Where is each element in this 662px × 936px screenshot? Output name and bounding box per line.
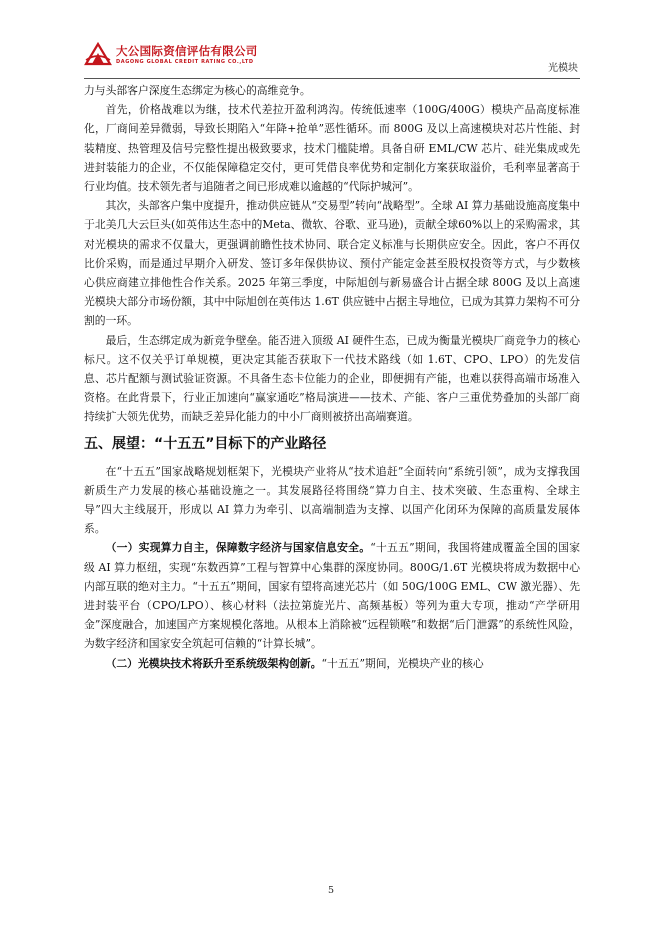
company-name-cn: 大公国际资信评估有限公司 <box>116 44 258 58</box>
paragraph-outlook-intro: 在“十五五”国家战略规划框架下，光模块产业将从“技术追赶”全面转向“系统引领”，成为支撑我国新质生产力发展的核心基础设施之一。其发展路径将围绕“算力自主、技术突破、生态重构、全球主导”四大主线展开，形成以 AI 算力为牵引、以高端制造为支撑、以国产化闭环为保障的高质量发展体系。 <box>84 464 580 536</box>
paragraph-continued: 力与头部客户深度生态绑定为核心的高维竞争。 <box>84 84 311 97</box>
paragraph-text-compute-autonomy: “十五五”期间，我国将建成覆盖全国的国家级 AI 算力枢纽，实现“东数西算”工程与智算中心集群的深度协同。800G/1.6T 光模块将成为数据中心内部互联的绝对主力。“十五五”期间，国家有望将高速光芯片（如 50G/100G EML、CW 激光器）、先进封装平台（CPO/LPO）、核心材料（法拉第旋光片、高频基板）等列为重大专项，推动“产学研用金”深度融合，加速国产方案规模化落地。从根本上消除被“远程锁喉”和数据“后门泄露”的系统性风险，为数字经济和国家安全筑起可信赖的“计算长城”。 <box>84 541 581 651</box>
paragraph-compute-autonomy <box>84 538 580 653</box>
header-topic: 光模块 <box>548 63 578 74</box>
paragraph-text-system-architecture: “十五五”期间，光模块产业的核心 <box>321 656 484 670</box>
page-number: 5 <box>327 885 335 896</box>
paragraph-ecosystem-binding: 最后，生态绑定成为新竞争壁垒。能否进入顶级 AI 硬件生态，已成为衡量光模块厂商竞争力的核心标尺。这不仅关乎订单规模，更决定其能否获取下一代技术路线（如 1.6T、CPO、LPO）的先发信息、芯片配额与测试验证资源。不具备生态卡位能力的企业，即便拥有产能，也难以获得高端市场准入资格。在此背景下，行业正加速向“赢家通吃”格局演进——技术、产能、客户三重优势叠加的头部厂商持续扩大领先优势，而缺乏差异化能力的中小厂商则被挤出高端赛道。 <box>84 333 580 424</box>
document-body <box>84 81 580 673</box>
paragraph-lead-compute-autonomy: （一）实现算力自主，保障数字经济与国家信息安全。 <box>105 541 371 555</box>
page-header <box>84 38 580 79</box>
dagong-logo-icon <box>84 42 112 66</box>
paragraph-price-competition: 首先，价格战难以为继，技术代差拉开盈利鸿沟。传统低速率（100G/400G）模块产品高度标准化，厂商间差异微弱，导致长期陷入“年降+抢单”恶性循环。而 800G 及以上高速模块对芯片性能、封装精度、热管理及信号完整性提出极致要求，技术门槛陡增。具备自研 EML/CW 芯片、硅光集成或先进封装能力的企业，不仅能保障稳定交付，更可凭借良率优势和定制化方案获取溢价，毛利率显著高于行业均值。技术领先者与追随者之间已形成难以逾越的“代际护城河”。 <box>84 103 580 194</box>
section-heading-outlook: 五、展望：“十五五”目标下的产业路径 <box>84 435 327 452</box>
paragraph-system-architecture <box>84 654 580 673</box>
paragraph-customer-concentration: 其次，头部客户集中度提升，推动供应链从“交易型”转向“战略型”。全球 AI 算力基础设施高度集中于北美几大云巨头(如英伟达生态中的Meta、微软、谷歌、亚马逊)，贡献全球60%以上的采购需求，其对光模块的需求不仅量大，更强调前瞻性技术协同、联合定义标准与长期供应安全。因此，客户不再仅比价采购，而是通过早期介入研发、签订多年保供协议、预付产能定金甚至股权投资等方式，与少数核心供应商建立排他性合作关系。2025 年第三季度，中际旭创与新易盛合计占据全球 800G 及以上高速光模块大部分市场份额，其中中际旭创在英伟达 1.6T 供应链中占据主导地位，已成为其算力架构不可分割的一环。 <box>84 199 580 328</box>
company-name-en: DAGONG GLOBAL CREDIT RATING CO.,LTD <box>116 59 254 65</box>
paragraph-lead-system-architecture: （二）光模块技术将跃升至系统级架构创新。 <box>105 656 322 670</box>
